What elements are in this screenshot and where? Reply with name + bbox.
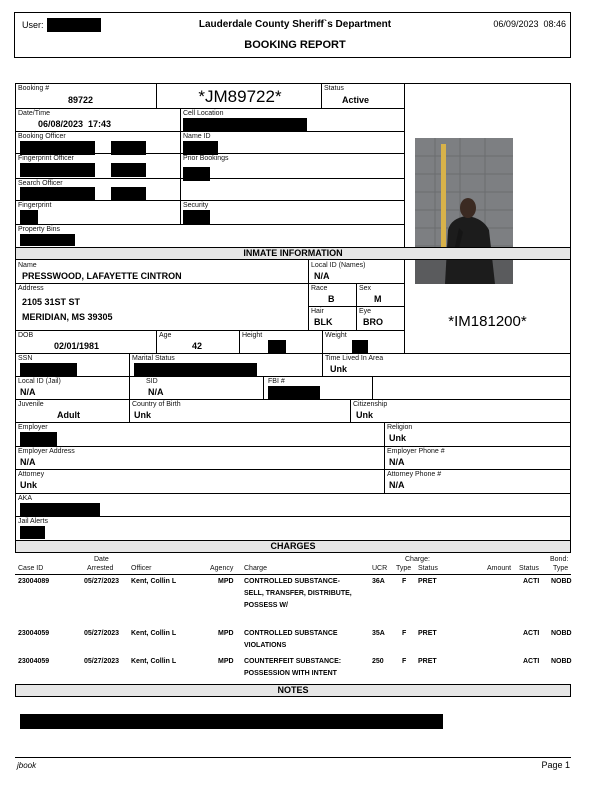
hair-label: Hair (311, 308, 324, 315)
redacted-name-id (183, 141, 218, 155)
eye-label: Eye (359, 308, 372, 315)
charge-row-2-ucr: 35A (372, 630, 385, 637)
redacted-jail-alerts (20, 526, 45, 539)
redacted-prior-bookings (183, 167, 210, 181)
attorney-phone-value: N/A (389, 480, 405, 490)
charge-row-1-ucr: 36A (372, 578, 385, 585)
charge-row-1-arrested: 05/27/2023 (84, 578, 120, 585)
charge-row-1-bond-status: ACTI (523, 578, 540, 585)
charge-row-2-arrested: 05/27/2023 (84, 630, 120, 637)
col-officer: Officer (131, 565, 152, 572)
footer-left: jbook (17, 761, 37, 770)
charge-row-2-agency: MPD (218, 630, 234, 637)
inmate-information-header: INMATE INFORMATION (15, 247, 571, 260)
charge-row-1-agency: MPD (218, 578, 234, 585)
local-id-jail-value: N/A (20, 387, 36, 397)
col-bond-top: Bond: (550, 556, 569, 563)
booking-number: 89722 (68, 95, 94, 105)
ssn-label: SSN (18, 355, 33, 362)
address-line2: MERIDIAN, MS 39305 (22, 312, 113, 322)
department-name: Lauderdale County Sheriff`s Department (198, 19, 392, 30)
juvenile-value: Adult (57, 410, 80, 420)
race-label: Race (311, 285, 328, 292)
charge-row-1-case-id: 23004089 (18, 578, 50, 585)
report-datetime: 06/09/2023 08:46 (493, 19, 566, 29)
booking-officer-label: Booking Officer (18, 133, 66, 140)
religion-value: Unk (389, 433, 407, 443)
redacted-fingerprint (20, 210, 38, 224)
time-lived-label: Time Lived In Area (325, 355, 384, 362)
charges-header: CHARGES (15, 540, 571, 553)
charge-row-2-case-id: 23004059 (18, 630, 50, 637)
booking-datetime: 06/08/2023 17:43 (38, 119, 112, 129)
booking-number-label: Booking # (18, 85, 50, 92)
aka-label: AKA (18, 495, 33, 502)
dob-label: DOB (18, 332, 34, 339)
redacted-property-bins (20, 234, 75, 246)
charge-row-3-bond-type: NOBD (551, 658, 572, 665)
datetime-label: Date/Time (18, 110, 51, 117)
redacted-cell-location (183, 118, 307, 132)
col-ucr: UCR (372, 565, 388, 572)
charge-row-3-charge: COUNTERFEIT SUBSTANCE: POSSESSION WITH INTENT (244, 658, 342, 677)
col-amount: Amount (487, 565, 512, 572)
inmate-name: PRESSWOOD, LAFAYETTE CINTRON (22, 271, 182, 281)
juvenile-label: Juvenile (18, 401, 44, 408)
col-charge: Charge (244, 565, 267, 572)
fbi-label: FBI # (268, 378, 285, 385)
weight-label: Weight (325, 332, 347, 339)
hair-value: BLK (314, 317, 333, 327)
religion-label: Religion (387, 424, 413, 431)
charge-row-2-charge: CONTROLLED SUBSTANCE VIOLATIONS (244, 630, 338, 649)
local-id-jail-label: Local ID (Jail) (18, 378, 61, 385)
age-label: Age (159, 332, 172, 339)
sid-label: SID (146, 378, 158, 385)
page-number: Page 1 (541, 760, 570, 770)
employer-phone-value: N/A (389, 457, 405, 467)
col-case-id: Case ID (18, 565, 44, 572)
eye-value: BRO (363, 317, 383, 327)
redacted-security (183, 210, 210, 224)
charge-row-3-officer: Kent, Collin L (131, 658, 177, 665)
report-title: BOOKING REPORT (244, 39, 346, 51)
charge-row-3-ucr: 250 (372, 658, 384, 665)
charge-row-3-arrested: 05/27/2023 (84, 658, 120, 665)
charge-row-1-bond-type: NOBD (551, 578, 572, 585)
redacted-user (47, 18, 101, 32)
inmate-photo (415, 138, 513, 284)
employer-address-value: N/A (20, 457, 36, 467)
local-id-names-value: N/A (314, 271, 330, 281)
col-bond-type: Type (553, 565, 569, 572)
sex-value: M (374, 294, 382, 304)
col-charge-top: Charge: (405, 556, 430, 563)
address-line1: 2105 31ST ST (22, 297, 81, 307)
redacted-search-officer-id (111, 187, 146, 201)
name-id-label: Name ID (183, 133, 211, 140)
country-of-birth-label: Country of Birth (132, 401, 181, 408)
fingerprint-label: Fingerprint (18, 202, 52, 209)
redacted-height (268, 340, 286, 353)
charge-row-1-type: F (402, 578, 407, 585)
attorney-phone-label: Attorney Phone # (387, 471, 442, 478)
height-label: Height (242, 332, 263, 339)
dob-value: 02/01/1981 (54, 341, 100, 351)
name-label: Name (18, 262, 37, 269)
search-officer-label: Search Officer (18, 180, 63, 187)
col-date-top: Date (94, 556, 109, 563)
attorney-value: Unk (20, 480, 38, 490)
age-value: 42 (192, 341, 203, 351)
citizenship-label: Citizenship (353, 401, 388, 408)
address-label: Address (18, 285, 44, 292)
redacted-search-officer (20, 187, 95, 201)
prior-bookings-label: Prior Bookings (183, 155, 229, 162)
country-of-birth-value: Unk (134, 410, 152, 420)
notes-header: NOTES (15, 684, 571, 697)
time-lived-value: Unk (330, 364, 348, 374)
redacted-notes (20, 714, 443, 729)
charge-row-2-officer: Kent, Collin L (131, 630, 177, 637)
marital-status-label: Marital Status (132, 355, 175, 362)
redacted-fbi (268, 386, 320, 400)
charge-row-1-status: PRET (418, 578, 437, 585)
col-type: Type (396, 565, 412, 572)
inmate-photo-image (415, 138, 513, 284)
property-bins-label: Property Bins (18, 226, 61, 233)
user-label: User: (22, 20, 44, 30)
charge-row-3-type: F (402, 658, 407, 665)
charge-row-3-bond-status: ACTI (523, 658, 540, 665)
redacted-booking-officer-id (111, 141, 146, 155)
local-id-names-label: Local ID (Names) (311, 262, 366, 269)
redacted-booking-officer (20, 141, 95, 155)
sid-value: N/A (148, 387, 164, 397)
col-arrested: Arrested (87, 565, 114, 572)
race-value: B (328, 294, 335, 304)
employer-address-label: Employer Address (18, 448, 75, 455)
charge-row-2-bond-type: NOBD (551, 630, 572, 637)
cell-location-label: Cell Location (183, 110, 224, 117)
employer-phone-label: Employer Phone # (387, 448, 445, 455)
charge-row-1-charge: CONTROLLED SUBSTANCE-SELL, TRANSFER, DISTRIBUTE, POSSESS W/ (244, 578, 352, 609)
citizenship-value: Unk (356, 410, 374, 420)
redacted-fingerprint-officer-id (111, 163, 146, 177)
redacted-marital-status (134, 363, 257, 377)
col-status: Status (418, 565, 438, 572)
fingerprint-officer-label: Fingerprint Officer (18, 155, 74, 162)
charge-row-2-bond-status: ACTI (523, 630, 540, 637)
inmate-barcode-id: *IM181200* (448, 313, 527, 330)
charge-row-1-officer: Kent, Collin L (131, 578, 177, 585)
attorney-label: Attorney (18, 471, 45, 478)
charge-row-2-type: F (402, 630, 407, 637)
status-value: Active (342, 95, 370, 105)
redacted-aka (20, 503, 100, 517)
jail-barcode-id: *JM89722* (198, 87, 282, 106)
charge-row-3-agency: MPD (218, 658, 234, 665)
col-agency: Agency (210, 565, 234, 572)
redacted-ssn (20, 363, 77, 377)
security-label: Security (183, 202, 209, 209)
status-label: Status (324, 85, 344, 92)
charge-row-3-case-id: 23004059 (18, 658, 50, 665)
col-bond-status: Status (519, 565, 539, 572)
employer-label: Employer (18, 424, 48, 431)
redacted-employer (20, 432, 57, 446)
redacted-weight (352, 340, 368, 353)
charge-row-3-status: PRET (418, 658, 437, 665)
sex-label: Sex (359, 285, 372, 292)
redacted-fingerprint-officer (20, 163, 95, 177)
jail-alerts-label: Jail Alerts (18, 518, 48, 525)
charge-row-2-status: PRET (418, 630, 437, 637)
